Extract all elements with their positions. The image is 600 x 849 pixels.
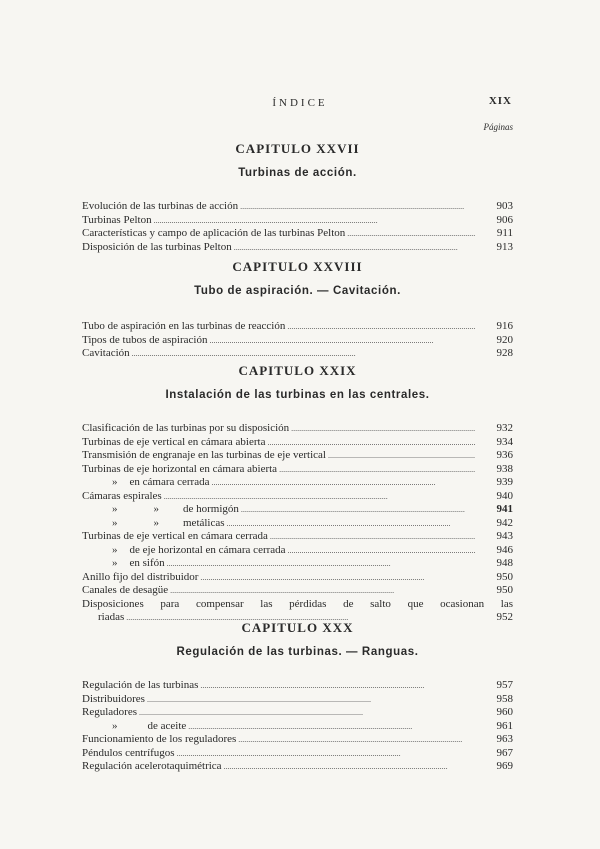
toc-entry — [82, 571, 513, 585]
toc-entry — [82, 436, 513, 450]
entry-page: 969 — [496, 760, 513, 772]
entry-label: Disposiciones para compensar las pérdidas de salto que ocasionan las — [82, 597, 513, 610]
dot-leader — [139, 706, 475, 720]
entry-label: Turbinas de eje vertical en cámara abierta — [82, 435, 266, 448]
entry-page: 950 — [496, 584, 513, 596]
chapter-subtitle: Regulación de las turbinas. — Ranguas. — [176, 646, 419, 658]
toc-entry — [82, 334, 513, 348]
toc-entry — [82, 227, 513, 241]
ditto-mark: » — [153, 503, 159, 515]
toc-entry — [82, 320, 513, 334]
toc-entry — [82, 503, 513, 517]
toc-entry — [82, 200, 513, 214]
entry-page: 938 — [496, 462, 513, 475]
dot-leader — [167, 557, 475, 571]
toc-entry — [82, 214, 513, 228]
entry-label: Anillo fijo del distribuidor — [82, 570, 199, 583]
entry-label: Disposición de las turbinas Pelton — [82, 240, 232, 253]
entry-page: 928 — [496, 347, 513, 359]
chapter-xxvii — [82, 141, 513, 254]
entry-label: Canales de desagüe — [82, 584, 169, 596]
entry-label: en cámara cerrada — [129, 476, 210, 488]
toc-entry — [82, 530, 513, 544]
dot-leader — [241, 503, 475, 517]
entry-page: 943 — [496, 530, 513, 542]
entry-page: 960 — [496, 706, 513, 718]
chapter-title: CAPITULO XXIX — [238, 363, 357, 378]
chapter-subtitle: Turbinas de acción. — [238, 167, 357, 179]
dot-leader — [240, 200, 475, 214]
entry-page: 906 — [496, 213, 513, 226]
toc-entry — [82, 760, 513, 774]
entry-label: Tubo de aspiración en las turbinas de reacción — [82, 320, 286, 332]
running-head: ÍNDICE — [272, 97, 328, 109]
entry-page: 903 — [496, 200, 513, 212]
entry-page: 913 — [496, 240, 513, 253]
entry-label: Funcionamiento de los reguladores — [82, 733, 237, 745]
entry-label: Cámaras espirales — [82, 489, 162, 502]
toc-entry — [82, 517, 513, 531]
entry-page: 941 — [496, 503, 513, 515]
dot-leader — [154, 214, 475, 228]
dot-leader — [170, 584, 475, 598]
dot-leader — [328, 449, 475, 463]
entry-label: Turbinas de eje vertical en cámara cerrada — [82, 530, 268, 542]
dot-leader — [147, 693, 475, 707]
entry-page: 946 — [496, 543, 513, 556]
entry-label: Reguladores — [82, 706, 137, 718]
dot-leader — [164, 490, 475, 504]
ditto-mark: » — [112, 557, 118, 569]
entry-label: Turbinas Pelton — [82, 213, 152, 226]
chapter-title: CAPITULO XXVIII — [232, 259, 363, 274]
toc-entry — [82, 490, 513, 504]
chapter-title: CAPITULO XXX — [241, 620, 354, 635]
dot-leader — [224, 760, 475, 774]
chapter-xxix — [82, 363, 513, 625]
entry-label: en sifón — [129, 557, 165, 569]
dot-leader — [234, 241, 475, 255]
entry-page: 952 — [496, 611, 513, 623]
dot-leader — [238, 733, 475, 747]
entry-label: Péndulos centrífugos — [82, 746, 175, 759]
entry-label: de hormigón — [183, 503, 239, 515]
dot-leader — [270, 530, 475, 544]
toc-entry — [82, 679, 513, 693]
toc-entry — [82, 476, 513, 490]
entry-page: 958 — [496, 692, 513, 705]
entry-page: 934 — [496, 435, 513, 448]
entry-page: 911 — [496, 227, 513, 239]
entry-label-continued: riadas — [98, 611, 125, 623]
entry-label: Distribuidores — [82, 692, 145, 705]
dot-leader — [267, 436, 475, 450]
entry-label: Regulación de las turbinas — [82, 679, 199, 691]
toc-entry — [82, 747, 513, 761]
entry-label: Turbinas de eje horizontal en cámara abierta — [82, 462, 278, 475]
entry-page: 920 — [496, 333, 513, 346]
toc-entry — [82, 557, 513, 571]
entry-page: 939 — [496, 476, 513, 488]
dot-leader — [209, 334, 475, 348]
dot-leader — [288, 544, 475, 558]
entry-label: Regulación acelerotaquimétrica — [82, 760, 222, 772]
toc-entry — [82, 720, 513, 734]
ditto-mark: » — [112, 516, 118, 529]
entry-label: metálicas — [183, 516, 225, 529]
toc-entry — [82, 463, 513, 477]
dot-leader — [200, 571, 475, 585]
toc-entry — [82, 449, 513, 463]
ditto-mark: » — [112, 476, 118, 488]
entry-page: 948 — [496, 557, 513, 569]
toc-entry — [82, 347, 513, 361]
entry-page: 936 — [496, 449, 513, 461]
dot-leader — [291, 422, 475, 436]
toc-entry — [82, 422, 513, 436]
entry-page: 950 — [496, 570, 513, 583]
entry-label: Evolución de las turbinas de acción — [82, 200, 239, 212]
entry-label: de aceite — [147, 719, 187, 732]
entry-page: 967 — [496, 746, 513, 759]
chapter-title: CAPITULO XXVII — [235, 141, 360, 156]
ditto-mark: » — [112, 503, 118, 515]
entry-page: 963 — [496, 733, 513, 745]
entry-label: Tipos de tubos de aspiración — [82, 333, 208, 346]
entry-page: 940 — [496, 489, 513, 502]
entry-page: 916 — [496, 320, 513, 332]
dot-leader — [347, 227, 475, 241]
dot-leader — [287, 320, 475, 334]
ditto-mark: » — [153, 516, 159, 529]
entry-page: 932 — [496, 422, 513, 434]
dot-leader — [177, 747, 475, 761]
chapter-subtitle: Instalación de las turbinas en las centrales. — [165, 389, 430, 401]
entry-label: Transmisión de engranaje en las turbinas de eje vertical — [82, 449, 326, 461]
paginas-column-label: Páginas — [483, 122, 513, 132]
toc-entry — [82, 584, 513, 598]
dot-leader — [279, 463, 475, 477]
entry-label: Clasificación de las turbinas por su disposición — [82, 422, 290, 434]
entry-page: 942 — [496, 516, 513, 529]
entry-page: 957 — [496, 679, 513, 691]
toc-entry — [82, 733, 513, 747]
entry-label: Características y campo de aplicación de las turbinas Pelton — [82, 227, 346, 239]
entry-label: Cavitación — [82, 347, 130, 359]
dot-leader — [200, 679, 475, 693]
ditto-mark: » — [112, 543, 118, 556]
chapter-xxviii — [82, 259, 513, 361]
dot-leader — [188, 720, 475, 734]
toc-entry — [82, 241, 513, 255]
toc-entry — [82, 706, 513, 720]
page-number: XIX — [488, 95, 512, 107]
toc-entry — [82, 693, 513, 707]
dot-leader — [227, 517, 475, 531]
chapter-xxx — [82, 620, 513, 774]
dot-leader — [212, 476, 476, 490]
ditto-mark: » — [112, 719, 118, 732]
toc-entry — [82, 544, 513, 558]
dot-leader — [132, 347, 475, 361]
entry-page: 961 — [496, 719, 513, 732]
entry-label: de eje horizontal en cámara cerrada — [129, 543, 286, 556]
chapter-subtitle: Tubo de aspiración. — Cavitación. — [194, 285, 401, 297]
